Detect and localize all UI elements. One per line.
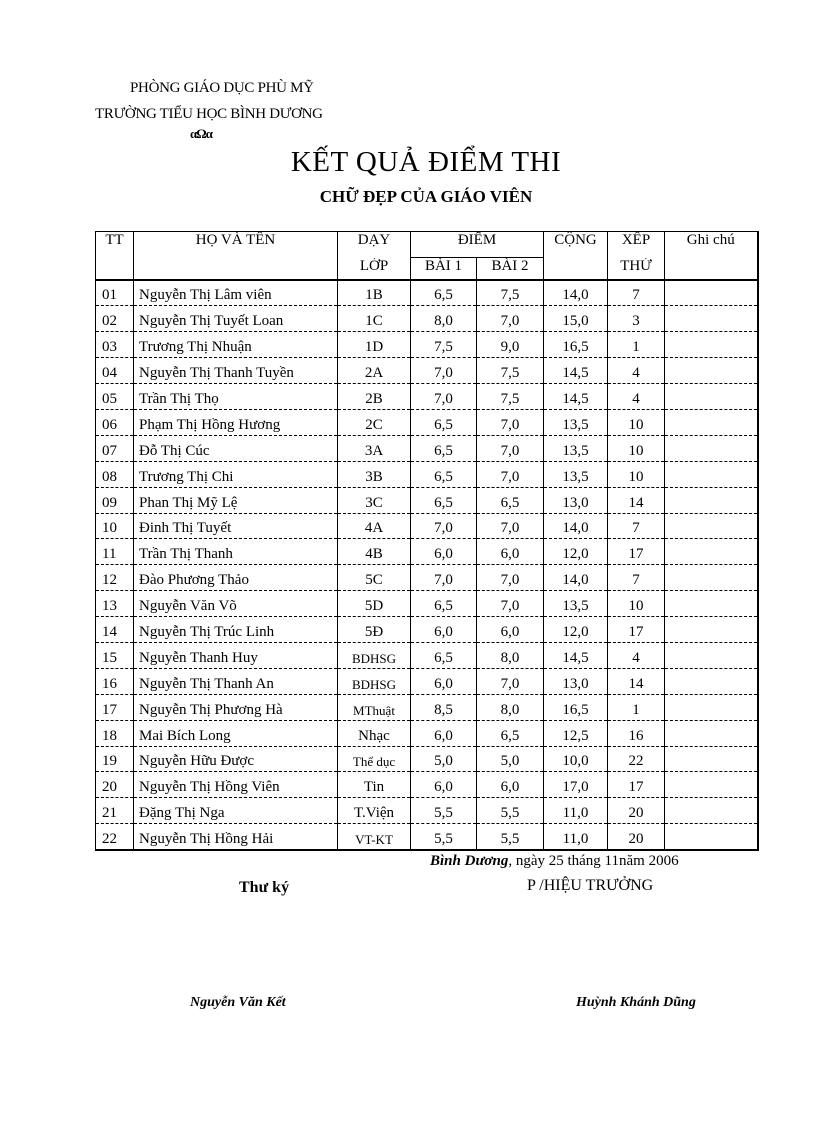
teacher-name: Phạm Thị Hồng Hương [134, 409, 338, 435]
header-total-blank [544, 258, 608, 280]
score-1: 7,0 [411, 513, 477, 539]
row-number: 02 [96, 306, 134, 332]
note [665, 798, 758, 824]
teacher-name: Nguyễn Thị Hồng Hải [134, 824, 338, 850]
score-2: 7,0 [477, 565, 544, 591]
table-row [96, 384, 758, 410]
class-name: Tin [338, 772, 411, 798]
teacher-name: Đỗ Thị Cúc [134, 435, 338, 461]
class-name: BDHSG [338, 642, 411, 668]
score-total: 10,0 [544, 746, 608, 772]
score-2: 6,5 [477, 487, 544, 513]
rank: 10 [608, 409, 665, 435]
score-total: 13,0 [544, 487, 608, 513]
rank: 10 [608, 591, 665, 617]
score-2: 7,0 [477, 306, 544, 332]
class-name: VT-KT [338, 824, 411, 850]
note [665, 694, 758, 720]
table-row [96, 591, 758, 617]
rank: 20 [608, 798, 665, 824]
table-row [96, 772, 758, 798]
score-1: 7,0 [411, 565, 477, 591]
note [665, 435, 758, 461]
note [665, 668, 758, 694]
table-row [96, 513, 758, 539]
score-total: 16,5 [544, 332, 608, 358]
row-number: 12 [96, 565, 134, 591]
score-1: 6,5 [411, 280, 477, 306]
row-number: 03 [96, 332, 134, 358]
rank: 17 [608, 617, 665, 643]
teacher-name: Nguyễn Thị Trúc Linh [134, 617, 338, 643]
class-name: 5Đ [338, 617, 411, 643]
rank: 7 [608, 565, 665, 591]
score-1: 6,0 [411, 772, 477, 798]
date-text: , ngày 25 tháng 11năm 2006 [508, 853, 679, 869]
score-2: 6,5 [477, 720, 544, 746]
class-name: 5C [338, 565, 411, 591]
score-2: 5,0 [477, 746, 544, 772]
teacher-name: Đào Phương Thảo [134, 565, 338, 591]
teacher-name: Trương Thị Nhuận [134, 332, 338, 358]
rank: 14 [608, 668, 665, 694]
class-name: 3A [338, 435, 411, 461]
table-row [96, 332, 758, 358]
teacher-name: Nguyễn Hữu Được [134, 746, 338, 772]
class-name: 3C [338, 487, 411, 513]
header-score-2: BÀI 2 [477, 258, 544, 280]
row-number: 09 [96, 487, 134, 513]
score-1: 5,5 [411, 798, 477, 824]
note [665, 461, 758, 487]
class-name: 5D [338, 591, 411, 617]
score-total: 12,0 [544, 539, 608, 565]
table-row [96, 280, 758, 306]
table-row [96, 668, 758, 694]
row-number: 06 [96, 409, 134, 435]
class-name: 1D [338, 332, 411, 358]
secretary-name: Nguyễn Văn Kết [190, 995, 286, 1010]
class-name: T.Viện [338, 798, 411, 824]
row-number: 19 [96, 746, 134, 772]
score-total: 12,0 [544, 617, 608, 643]
class-name: MThuật [338, 694, 411, 720]
row-number: 11 [96, 539, 134, 565]
row-number: 05 [96, 384, 134, 410]
rank: 17 [608, 772, 665, 798]
class-name: Thể dục [338, 746, 411, 772]
score-2: 6,0 [477, 772, 544, 798]
score-2: 7,5 [477, 280, 544, 306]
header-note: Ghi chú [665, 232, 758, 280]
table-row [96, 435, 758, 461]
rank: 1 [608, 332, 665, 358]
score-1: 7,0 [411, 384, 477, 410]
row-number: 21 [96, 798, 134, 824]
header-tt: TT [96, 232, 134, 280]
score-total: 15,0 [544, 306, 608, 332]
header-name: HỌ VÀ TÊN [134, 232, 338, 280]
table-row [96, 798, 758, 824]
note [665, 306, 758, 332]
class-name: 4B [338, 539, 411, 565]
department-name: PHÒNG GIÁO DỤC PHÙ MỸ [130, 80, 314, 96]
score-1: 8,0 [411, 306, 477, 332]
score-2: 6,0 [477, 539, 544, 565]
note [665, 358, 758, 384]
header-class-bottom: LỚP [338, 258, 411, 280]
score-total: 14,5 [544, 384, 608, 410]
note [665, 591, 758, 617]
row-number: 16 [96, 668, 134, 694]
note [665, 772, 758, 798]
rank: 7 [608, 280, 665, 306]
rank: 10 [608, 461, 665, 487]
score-total: 12,5 [544, 720, 608, 746]
principal-role: P /HIỆU TRƯỞNG [527, 877, 654, 894]
rank: 1 [608, 694, 665, 720]
class-name: 2A [338, 358, 411, 384]
class-name: Nhạc [338, 720, 411, 746]
table-row [96, 487, 758, 513]
table-row [96, 358, 758, 384]
score-1: 6,5 [411, 435, 477, 461]
rank: 4 [608, 384, 665, 410]
table-row [96, 720, 758, 746]
teacher-name: Trần Thị Thọ [134, 384, 338, 410]
teacher-name: Nguyễn Thị Thanh Tuyền [134, 358, 338, 384]
header-rank-top: XẾP [608, 232, 665, 258]
score-total: 16,5 [544, 694, 608, 720]
note [665, 720, 758, 746]
row-number: 20 [96, 772, 134, 798]
rank: 4 [608, 642, 665, 668]
score-1: 6,5 [411, 591, 477, 617]
score-1: 6,0 [411, 617, 477, 643]
note [665, 539, 758, 565]
score-1: 6,5 [411, 487, 477, 513]
row-number: 01 [96, 280, 134, 306]
score-total: 14,5 [544, 642, 608, 668]
note [665, 565, 758, 591]
teacher-name: Đinh Thị Tuyết [134, 513, 338, 539]
score-total: 13,0 [544, 668, 608, 694]
header-score-1: BÀI 1 [411, 258, 477, 280]
rank: 17 [608, 539, 665, 565]
teacher-name: Nguyễn Thanh Huy [134, 642, 338, 668]
score-2: 8,0 [477, 642, 544, 668]
table-row [96, 409, 758, 435]
score-total: 14,5 [544, 358, 608, 384]
note [665, 332, 758, 358]
table-row [96, 824, 758, 850]
table-row [96, 461, 758, 487]
rank: 7 [608, 513, 665, 539]
teacher-name: Phan Thị Mỹ Lệ [134, 487, 338, 513]
score-2: 7,0 [477, 461, 544, 487]
secretary-role: Thư ký [239, 879, 290, 896]
score-1: 6,5 [411, 409, 477, 435]
class-name: 1C [338, 306, 411, 332]
principal-name: Huỳnh Khánh Dũng [576, 995, 696, 1010]
class-name: BDHSG [338, 668, 411, 694]
row-number: 15 [96, 642, 134, 668]
score-2: 6,0 [477, 617, 544, 643]
score-1: 6,0 [411, 668, 477, 694]
score-1: 6,5 [411, 461, 477, 487]
score-1: 8,5 [411, 694, 477, 720]
score-1: 6,0 [411, 720, 477, 746]
results-body [96, 280, 758, 851]
score-total: 13,5 [544, 461, 608, 487]
class-name: 2C [338, 409, 411, 435]
note [665, 280, 758, 306]
teacher-name: Nguyễn Thị Lâm viên [134, 280, 338, 306]
score-1: 6,5 [411, 642, 477, 668]
teacher-name: Nguyễn Văn Võ [134, 591, 338, 617]
row-number: 08 [96, 461, 134, 487]
score-total: 11,0 [544, 824, 608, 850]
row-number: 18 [96, 720, 134, 746]
ornament-divider: αΩα [190, 126, 212, 141]
score-2: 7,5 [477, 384, 544, 410]
note [665, 746, 758, 772]
rank: 4 [608, 358, 665, 384]
teacher-name: Trần Thị Thanh [134, 539, 338, 565]
score-2: 7,0 [477, 435, 544, 461]
score-total: 17,0 [544, 772, 608, 798]
score-1: 5,5 [411, 824, 477, 850]
score-2: 8,0 [477, 694, 544, 720]
header-class-top: DẠY [338, 232, 411, 258]
note [665, 409, 758, 435]
teacher-name: Nguyễn Thị Tuyết Loan [134, 306, 338, 332]
score-2: 9,0 [477, 332, 544, 358]
rank: 16 [608, 720, 665, 746]
score-total: 14,0 [544, 280, 608, 306]
table-row [96, 565, 758, 591]
rank: 10 [608, 435, 665, 461]
score-2: 7,0 [477, 591, 544, 617]
header-total: CỘNG [544, 232, 608, 258]
note [665, 513, 758, 539]
document-title: KẾT QUẢ ĐIỂM THI [290, 146, 562, 178]
row-number: 04 [96, 358, 134, 384]
header-rank-bottom: THỨ [608, 258, 665, 280]
school-name: TRƯỜNG TIỂU HỌC BÌNH DƯƠNG [95, 106, 323, 122]
teacher-name: Nguyễn Thị Thanh An [134, 668, 338, 694]
row-number: 14 [96, 617, 134, 643]
score-total: 11,0 [544, 798, 608, 824]
score-total: 13,5 [544, 591, 608, 617]
row-number: 13 [96, 591, 134, 617]
class-name: 1B [338, 280, 411, 306]
table-row [96, 617, 758, 643]
score-1: 5,0 [411, 746, 477, 772]
score-1: 6,0 [411, 539, 477, 565]
score-2: 7,0 [477, 513, 544, 539]
class-name: 2B [338, 384, 411, 410]
score-2: 5,5 [477, 798, 544, 824]
score-total: 13,5 [544, 409, 608, 435]
table-row [96, 642, 758, 668]
score-1: 7,0 [411, 358, 477, 384]
note [665, 642, 758, 668]
row-number: 22 [96, 824, 134, 850]
note [665, 824, 758, 850]
table-row [96, 306, 758, 332]
teacher-name: Trương Thị Chi [134, 461, 338, 487]
table-row [96, 539, 758, 565]
score-2: 7,0 [477, 409, 544, 435]
row-number: 17 [96, 694, 134, 720]
score-total: 14,0 [544, 565, 608, 591]
teacher-name: Đặng Thị Nga [134, 798, 338, 824]
table-row [96, 746, 758, 772]
row-number: 10 [96, 513, 134, 539]
row-number: 07 [96, 435, 134, 461]
results-table [95, 231, 759, 851]
class-name: 3B [338, 461, 411, 487]
note [665, 487, 758, 513]
score-total: 13,5 [544, 435, 608, 461]
score-2: 7,5 [477, 358, 544, 384]
rank: 22 [608, 746, 665, 772]
teacher-name: Mai Bích Long [134, 720, 338, 746]
score-total: 14,0 [544, 513, 608, 539]
note [665, 384, 758, 410]
score-1: 7,5 [411, 332, 477, 358]
score-2: 7,0 [477, 668, 544, 694]
table-row [96, 694, 758, 720]
rank: 20 [608, 824, 665, 850]
score-2: 5,5 [477, 824, 544, 850]
teacher-name: Nguyễn Thị Phương Hà [134, 694, 338, 720]
date-line [430, 853, 679, 870]
document-subtitle: CHỮ ĐẸP CỦA GIÁO VIÊN [319, 187, 533, 206]
teacher-name: Nguyễn Thị Hồng Viên [134, 772, 338, 798]
note [665, 617, 758, 643]
rank: 14 [608, 487, 665, 513]
class-name: 4A [338, 513, 411, 539]
header-score: ĐIỂM [411, 232, 544, 258]
place-name: Bình Dương [430, 853, 509, 869]
rank: 3 [608, 306, 665, 332]
